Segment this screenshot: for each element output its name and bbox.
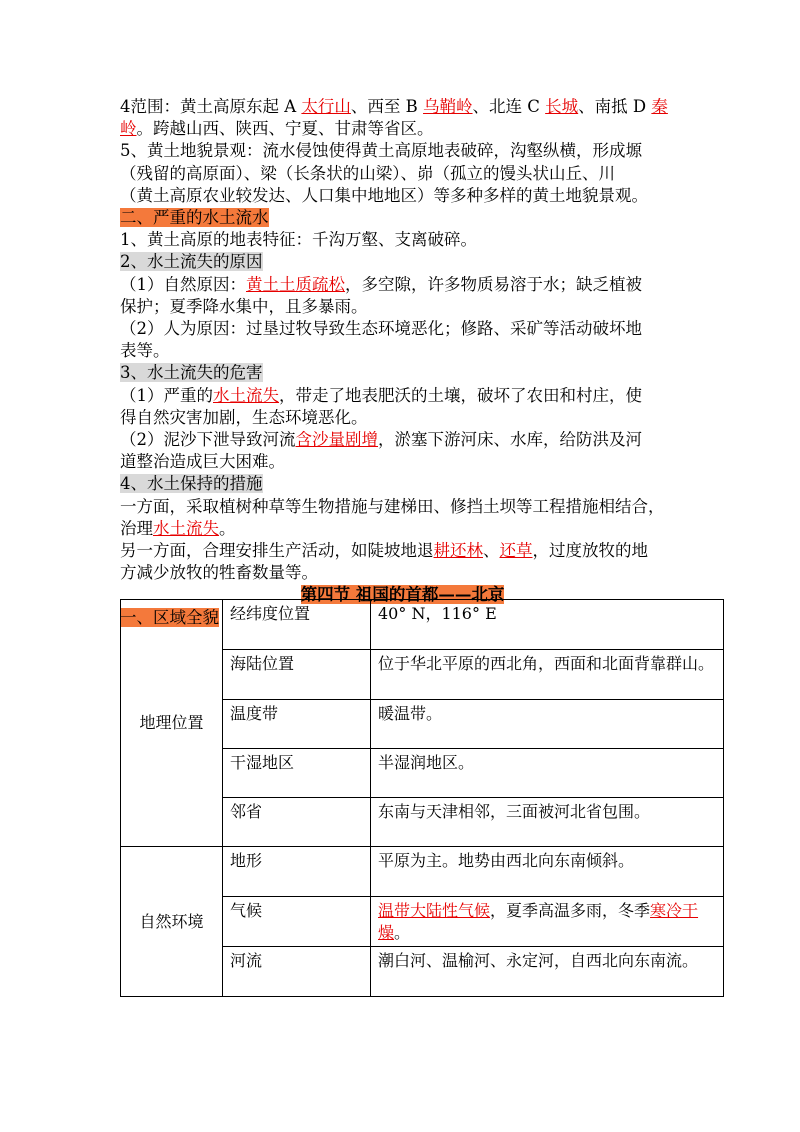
- row-label: 气候: [223, 897, 371, 947]
- measure-line-4: 方减少放牧的牲畜数量等。: [120, 563, 318, 583]
- text: （1）自然原因：: [120, 274, 246, 294]
- text: ，夏季高温多雨，冬季: [490, 901, 651, 920]
- cause-2-line-1: （2）人为原因：过垦过牧导致生态环境恶化；修路、采矿等活动破坏地: [120, 319, 642, 339]
- heading-text: 3、水土流失的危害: [120, 363, 263, 383]
- text: ，带走了地表肥沃的土壤，破坏了农田和村庄，使: [279, 385, 642, 405]
- table-row: [121, 847, 724, 897]
- text: 。: [394, 923, 411, 942]
- document-body: [120, 96, 685, 629]
- row-label: 地形: [223, 847, 371, 897]
- beijing-info-table: [120, 599, 724, 997]
- highlight-wushaoling: 乌鞘岭: [423, 97, 473, 116]
- section-title-text: 第四节 祖国的首都——北京: [300, 585, 505, 605]
- row-value: 半湿润地区。: [371, 749, 724, 798]
- row-value: 东南与天津相邻，三面被河北省包围。: [371, 798, 724, 847]
- harm-1-line-2: 得自然灾害加剧，生态环境恶化。: [120, 407, 368, 427]
- highlight-taihang: 太行山: [301, 97, 351, 116]
- range-line-1: [120, 96, 685, 118]
- row-value: 平原为主。地势由西北向东南倾斜。: [371, 847, 724, 897]
- row-value: 暖温带。: [371, 700, 724, 749]
- heading-text: 4、水土保持的措施: [120, 474, 263, 494]
- highlight-erosion: 水土流失: [213, 385, 279, 405]
- heading-text: 2、水土流失的原因: [120, 252, 263, 272]
- section-heading-2: [120, 207, 685, 229]
- text: （1）严重的: [120, 385, 213, 405]
- row-label: 邻省: [223, 798, 371, 847]
- landscape-line-2: （残留的高原面）、梁（长条状的山梁）、峁（孤立的馒头状山丘、川: [120, 163, 615, 183]
- landscape-line-1: 5、黄土地貌景观：流水侵蚀使得黄土高原地表破碎，沟壑纵横，形成塬: [120, 141, 642, 161]
- row-label: 经纬度位置: [223, 600, 371, 650]
- measure-heading: [120, 473, 685, 495]
- heading-text: 二、严重的水土流水: [120, 208, 269, 228]
- text: 、: [483, 541, 500, 561]
- highlight-grass: 还草: [499, 541, 533, 561]
- highlight-climate: 温带大陆性气候: [378, 901, 491, 920]
- row-label: 海陆位置: [223, 650, 371, 700]
- highlight-erosion: 水土流失: [153, 518, 219, 538]
- surface-line: 1、黄土高原的地表特征：千沟万壑、支离破碎。: [120, 230, 477, 250]
- highlight-loess: 黄土土质疏松: [246, 274, 345, 294]
- harm-2-line-1: [120, 429, 685, 451]
- highlight-forest: 耕还林: [433, 541, 483, 561]
- row-value: [371, 897, 724, 947]
- harm-1-line-1: [120, 385, 685, 407]
- cause-heading: [120, 251, 685, 273]
- row-value: 40° N，116° E: [371, 600, 724, 650]
- text: ，过度放牧的地: [532, 541, 648, 561]
- table-row: [121, 600, 724, 650]
- row-value: 潮白河、温榆河、永定河，自西北向东南流。: [371, 947, 724, 997]
- row-label: 干湿地区: [223, 749, 371, 798]
- text: 治理: [120, 518, 153, 538]
- text: 、北连 C: [472, 97, 546, 116]
- measure-line-3: [120, 540, 685, 562]
- text: 。: [219, 518, 236, 538]
- text: 、南抵 D: [578, 97, 652, 116]
- text: ，多空隙，许多物质易溶于水；缺乏植被: [345, 274, 642, 294]
- measure-line-2: [120, 518, 685, 540]
- harm-heading: [120, 362, 685, 384]
- text: 、西至 B: [350, 97, 424, 116]
- text: 另一方面，合理安排生产活动，如陡坡地退: [120, 541, 434, 561]
- highlight-changcheng: 长城: [545, 97, 579, 116]
- cause-1-line-1: [120, 274, 685, 296]
- measure-line-1: 一方面，采取植树种草等生物措施与建梯田、修挡土坝等工程措施相结合，: [120, 496, 665, 516]
- category-geo: 地理位置: [121, 600, 223, 847]
- landscape-line-3: （黄土高原农业较发达、人口集中地地区）等多种多样的黄土地貌景观。: [120, 185, 648, 205]
- highlight-sediment: 含沙量剧增: [295, 430, 378, 450]
- text: ，淤塞下游河床、水库，给防洪及河: [378, 430, 642, 450]
- cause-2-line-2: 表等。: [120, 341, 170, 361]
- range-line-2: [120, 118, 685, 140]
- text: 4范围：黄土高原东起 A: [120, 97, 302, 116]
- category-nature: 自然环境: [121, 847, 223, 997]
- highlight-winter: 寒冷干燥: [378, 901, 699, 942]
- row-label: 河流: [223, 947, 371, 997]
- heading-text: 一、区域全貌: [120, 607, 219, 627]
- highlight-qinling: 岭: [120, 119, 137, 139]
- row-label: 温度带: [223, 700, 371, 749]
- cause-1-line-2: 保护；夏季降水集中，且多暴雨。: [120, 296, 368, 316]
- text: （2）泥沙下泄导致河流: [120, 430, 296, 450]
- harm-2-line-2: 道整治造成巨大困难。: [120, 452, 285, 472]
- highlight-qinling: 秦: [651, 97, 668, 116]
- row-value: 位于华北平原的西北角，西面和北面背靠群山。: [371, 650, 724, 700]
- text: 。跨越山西、陕西、宁夏、甘肃等省区。: [136, 119, 434, 139]
